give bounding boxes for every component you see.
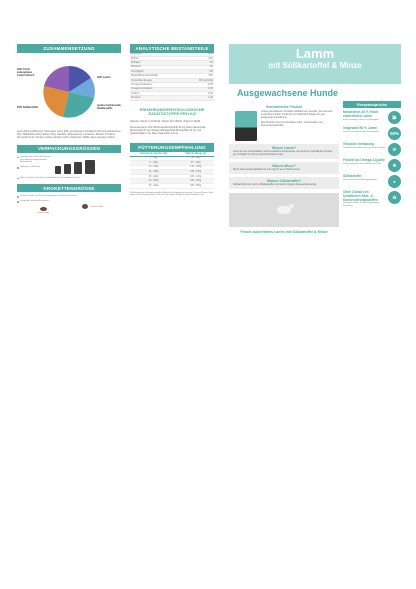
claim-desc: Leicht verdauliche Kohlenhydratquelle. (343, 178, 378, 181)
feeding-amount: 20 - 90g (177, 156, 214, 161)
pie-label-sweet-potato: 22% Süßkartoffel (17, 105, 39, 109)
analysis-name: Rohprotein (130, 53, 184, 57)
kibble-section (17, 195, 121, 203)
why-sweet-header: Warum Süßkartoffel? (266, 179, 302, 183)
claim-text-block (343, 159, 386, 172)
list-item: Knusprige Kroketten-Konsistenz. (17, 200, 121, 203)
packaging-bullets (17, 156, 53, 177)
feeding-weight: 40 - 50kg (130, 179, 177, 184)
why-mint-text: Minze wirkt verdauungsfördernd und sorgt für einen frischen Atem. (233, 169, 301, 171)
analysis-name: Feuchtigkeit (130, 70, 184, 74)
sweet-potato-icon: ● (388, 175, 401, 188)
analysis-value: 2,7% (184, 87, 214, 91)
column-product (229, 44, 401, 234)
product-details (229, 101, 339, 234)
claim-desc: Eine hochwertige tierische Proteinquelle. (343, 118, 380, 121)
composition-header: ZUSAMMENSETZUNG (17, 44, 121, 53)
column-analysis (130, 44, 214, 197)
additives-header: ERNÄHRUNGSPHYSIOLOGISCHE ZUSATZSTOFFE PRO KG (139, 106, 205, 117)
list-item: Bitte verschließen Sie Ihren Futterbehälter für bestmögliche Frische. (17, 177, 121, 180)
analysis-value: 39% (184, 74, 214, 78)
bag-small (55, 166, 61, 174)
feeding-amount: 145 - 245g (177, 165, 214, 170)
claim-title: Insgesamt 50 % Lamm (343, 126, 378, 130)
claim-title: Fischöl als Omega-3-Quelle (343, 158, 385, 162)
additives-vitamins: Vitamine: Vitamin A 15.000 IE, Vitamin D3 2.000 IE, Vitamin E 400 IE. (130, 120, 201, 123)
feeding-weight: 50 - 60kg (130, 184, 177, 189)
leaf-icon: ✿ (388, 191, 401, 204)
kibble-header: KROKETTENGRÖSSE (17, 184, 121, 193)
kibble-sizes (37, 207, 121, 215)
pie-label-lamb: 30% Lamm (97, 75, 111, 79)
feeding-amount: 90 - 145g (177, 161, 214, 166)
analysis-value: 1,6% (184, 91, 214, 95)
kibble-a (37, 207, 49, 215)
claim-title: Gesunde Verdauung (343, 142, 374, 146)
lamb-icon: 🐑 (388, 111, 401, 124)
footer-claim: Frisch zubereitetes Lamm mit Süßkartoffel & Minze (240, 230, 328, 234)
product-title: Lamm (295, 46, 335, 61)
analysis-name: Phosphor (130, 96, 184, 100)
packaging-section (17, 156, 121, 177)
product-subtitle: mit Süßkartoffel & Minze (268, 61, 362, 70)
claim-item (343, 159, 401, 172)
claim-title: Süßkartoffel (343, 174, 362, 178)
claims-list (343, 111, 401, 208)
bag-xlarge (85, 160, 95, 174)
contains-header: Getreidefreies Produkt (265, 105, 303, 109)
feeding-weight: 20 - 30kg (130, 170, 177, 175)
kibble-b (82, 204, 103, 209)
percent-icon: 50% (388, 127, 401, 140)
feeding-amount: 245 - 330g (177, 170, 214, 175)
analysis-value: 367 kcal/100g (184, 78, 214, 82)
analysis-name: Omega-3-Fettsäuren (130, 83, 184, 87)
claim-text-block (343, 127, 386, 140)
table-row (130, 184, 214, 189)
contains-text: Unsere getreidefreien Produkte enthalten kein Getreide. Sie sind reich an frischem Fleisch, kombiniert mit natürlichen Zutaten für eine ausgewogene Ernährung. (261, 111, 333, 119)
analysis-value: 3% (184, 61, 214, 65)
feeding-col-amount: Tägliche Menge (g) (177, 152, 214, 157)
analysis-value: 9% (184, 65, 214, 69)
analysis-name: Calcium (130, 91, 184, 95)
contains-text-2: Das Produkt ist frei von künstlichen Farb-, Geschmacks- und Konservierungsstoffen. (261, 122, 323, 127)
claims-header: Rezeptansprüche (343, 101, 401, 108)
pie-label-lamb-fresh: 30% frisch zubereitetes Lamm Fleisch (17, 67, 35, 77)
list-item: Optimale Größe und Form der Kroketten für erwachsene Hunde. (17, 195, 121, 198)
claim-text-block (343, 191, 386, 208)
product-bag-image (235, 111, 257, 141)
packaging-bags (55, 160, 95, 174)
analysis-value: 1,1% (184, 96, 214, 100)
lamb-icon (277, 206, 291, 214)
feeding-weight: 5 - 10kg (130, 161, 177, 166)
feeding-amount: 480 - 550g (177, 184, 214, 189)
analysis-value: 8% (184, 70, 214, 74)
why-mint-box (229, 162, 339, 174)
pie-label-other: andere funktionelle Inhaltsstoffe (97, 103, 121, 110)
product-banner (229, 44, 401, 84)
product-bag-text (261, 111, 335, 141)
why-sweet-box (229, 177, 339, 189)
analysis-header: ANALYTISCHE BESTANDTEILE (130, 44, 214, 53)
digestion-icon: ⟳ (388, 143, 401, 156)
claim-item (343, 111, 401, 124)
claim-desc: Präbiotika unterstützen eine gesunde Darmflora. (343, 146, 386, 149)
claim-item (343, 191, 401, 208)
composition-text: Lamm 30% (enthält frisch zubereitetes Lamm 30%, getrocknetes Lammfleisch 18% und Lammsehnen 2%), Süßkartoffel (22%), Erbsen (8%), Kartoffeln, Erbsenprotein, Leinsamen, Bierhefe (Trocken), Sonnenblumenöl, Tomaten, Spinat, Karotten, Apfel, Cranberries, Alfalfa, Algen, Seetang, Kräuter. (17, 130, 121, 139)
analysis-name: Umsetzbare Energie (130, 78, 184, 82)
claim-item (343, 175, 401, 188)
analysis-name: Rohfaser (130, 61, 184, 65)
pie-svg (17, 56, 121, 128)
product-bag-box (235, 111, 339, 141)
fish-icon: ❖ (388, 159, 401, 172)
why-lamb-text: Lamm ist eine schmackhafte, leicht verdauliche Proteinquelle, die auch bei empfindlichen Hunden gut verträglich ist und für gesunde Muskeln sorgt. (233, 151, 333, 156)
claim-item (343, 143, 401, 156)
claim-title: Ohne Zusatz von künstlichen Farb- & Konservierungsstoffen (343, 190, 378, 202)
bag-medium (64, 164, 71, 174)
claim-text-block (343, 143, 386, 156)
feeding-weight: 30 - 40kg (130, 174, 177, 179)
analysis-name: Rohfett (130, 56, 184, 60)
analysis-name: Rohasche (130, 65, 184, 69)
feeding-weight: 1 - 5kg (130, 156, 177, 161)
analysis-name: Stickstofffreie Extraktstoffe (130, 74, 184, 78)
analysis-value: 0,8% (184, 83, 214, 87)
feeding-header: FÜTTERUNGSEMPFEHLUNG (130, 143, 214, 152)
packaging-header: VERPACKUNGSGRÖSSEN (17, 145, 121, 154)
claim-desc: Lamm als einzige tierische Proteinquelle. (343, 130, 380, 133)
analysis-value: 15% (184, 56, 214, 60)
product-age: Ausgewachsene Hunde (237, 88, 339, 98)
additives-trace: Spurenelemente: Zink (Zinkchelat-Monohydrat) 90 mg, Eisen (Eisenchelat-Monohydrat) 60 mg, Mangan (Manganchelat-Monohydrat) 40 mg, Jod (Calciumjodat) 2 mg, Selen (Selenhefe) 0,2 mg. (130, 126, 207, 135)
kibble-b-size: 12mm x 10mm (90, 205, 104, 208)
table-row (130, 96, 214, 100)
claim-item (343, 127, 401, 140)
column-composition (17, 44, 121, 217)
kibble-b-icon (82, 204, 88, 209)
feeding-col-weight: Gewicht des Hundes (kg) (130, 152, 177, 157)
feeding-note: Die Menge kann abhängig von Alter, Aktivität und Umgebung variieren. Frisches Wasser sollte immer zur Verfügung stehen. Teilen Sie die tägliche Menge auf zwei Mahlzeiten auf. (130, 191, 214, 197)
claim-text-block (343, 175, 386, 188)
analysis-value: 26% (184, 53, 214, 57)
list-item: Eine Auswahl an den Bedürfnissen Ihres Hundes entsprechenden Beutelgrößen (17, 156, 53, 164)
why-lamb-header: Warum Lamm? (271, 146, 297, 150)
composition-pie-chart (17, 56, 121, 128)
recipe-claims (343, 101, 401, 208)
analysis-table (130, 53, 214, 101)
feeding-amount: 330 - 410g (177, 174, 214, 179)
why-mint-header: Warum Minze? (272, 164, 296, 168)
analysis-name: Omega-6-Fettsäuren (130, 87, 184, 91)
claim-title: Mindestens 30 % frisch zubereitetes Lamm (343, 110, 379, 118)
feeding-table (130, 152, 214, 189)
list-item: Haltbarkeit: 18 Monate. (17, 166, 53, 169)
feeding-amount: 410 - 480g (177, 179, 214, 184)
bag-large (74, 162, 82, 174)
feeding-weight: 10 - 20kg (130, 165, 177, 170)
claim-desc: Für gesunde Haut und ein glänzendes Fell. (343, 162, 382, 165)
claim-text-block (343, 111, 386, 124)
kibble-a-size: 10mm x 4mm (37, 212, 50, 215)
kibble-a-icon (40, 207, 47, 211)
why-sweet-text: Süßkartoffeln sind reich an Ballaststoffen und liefern langsam freigesetzte Energie. (233, 184, 318, 186)
lamb-image (229, 193, 339, 227)
why-lamb-box (229, 144, 339, 159)
claim-desc: Natürliche Zutaten für eine ausgewogene Ernährung. (343, 202, 380, 207)
